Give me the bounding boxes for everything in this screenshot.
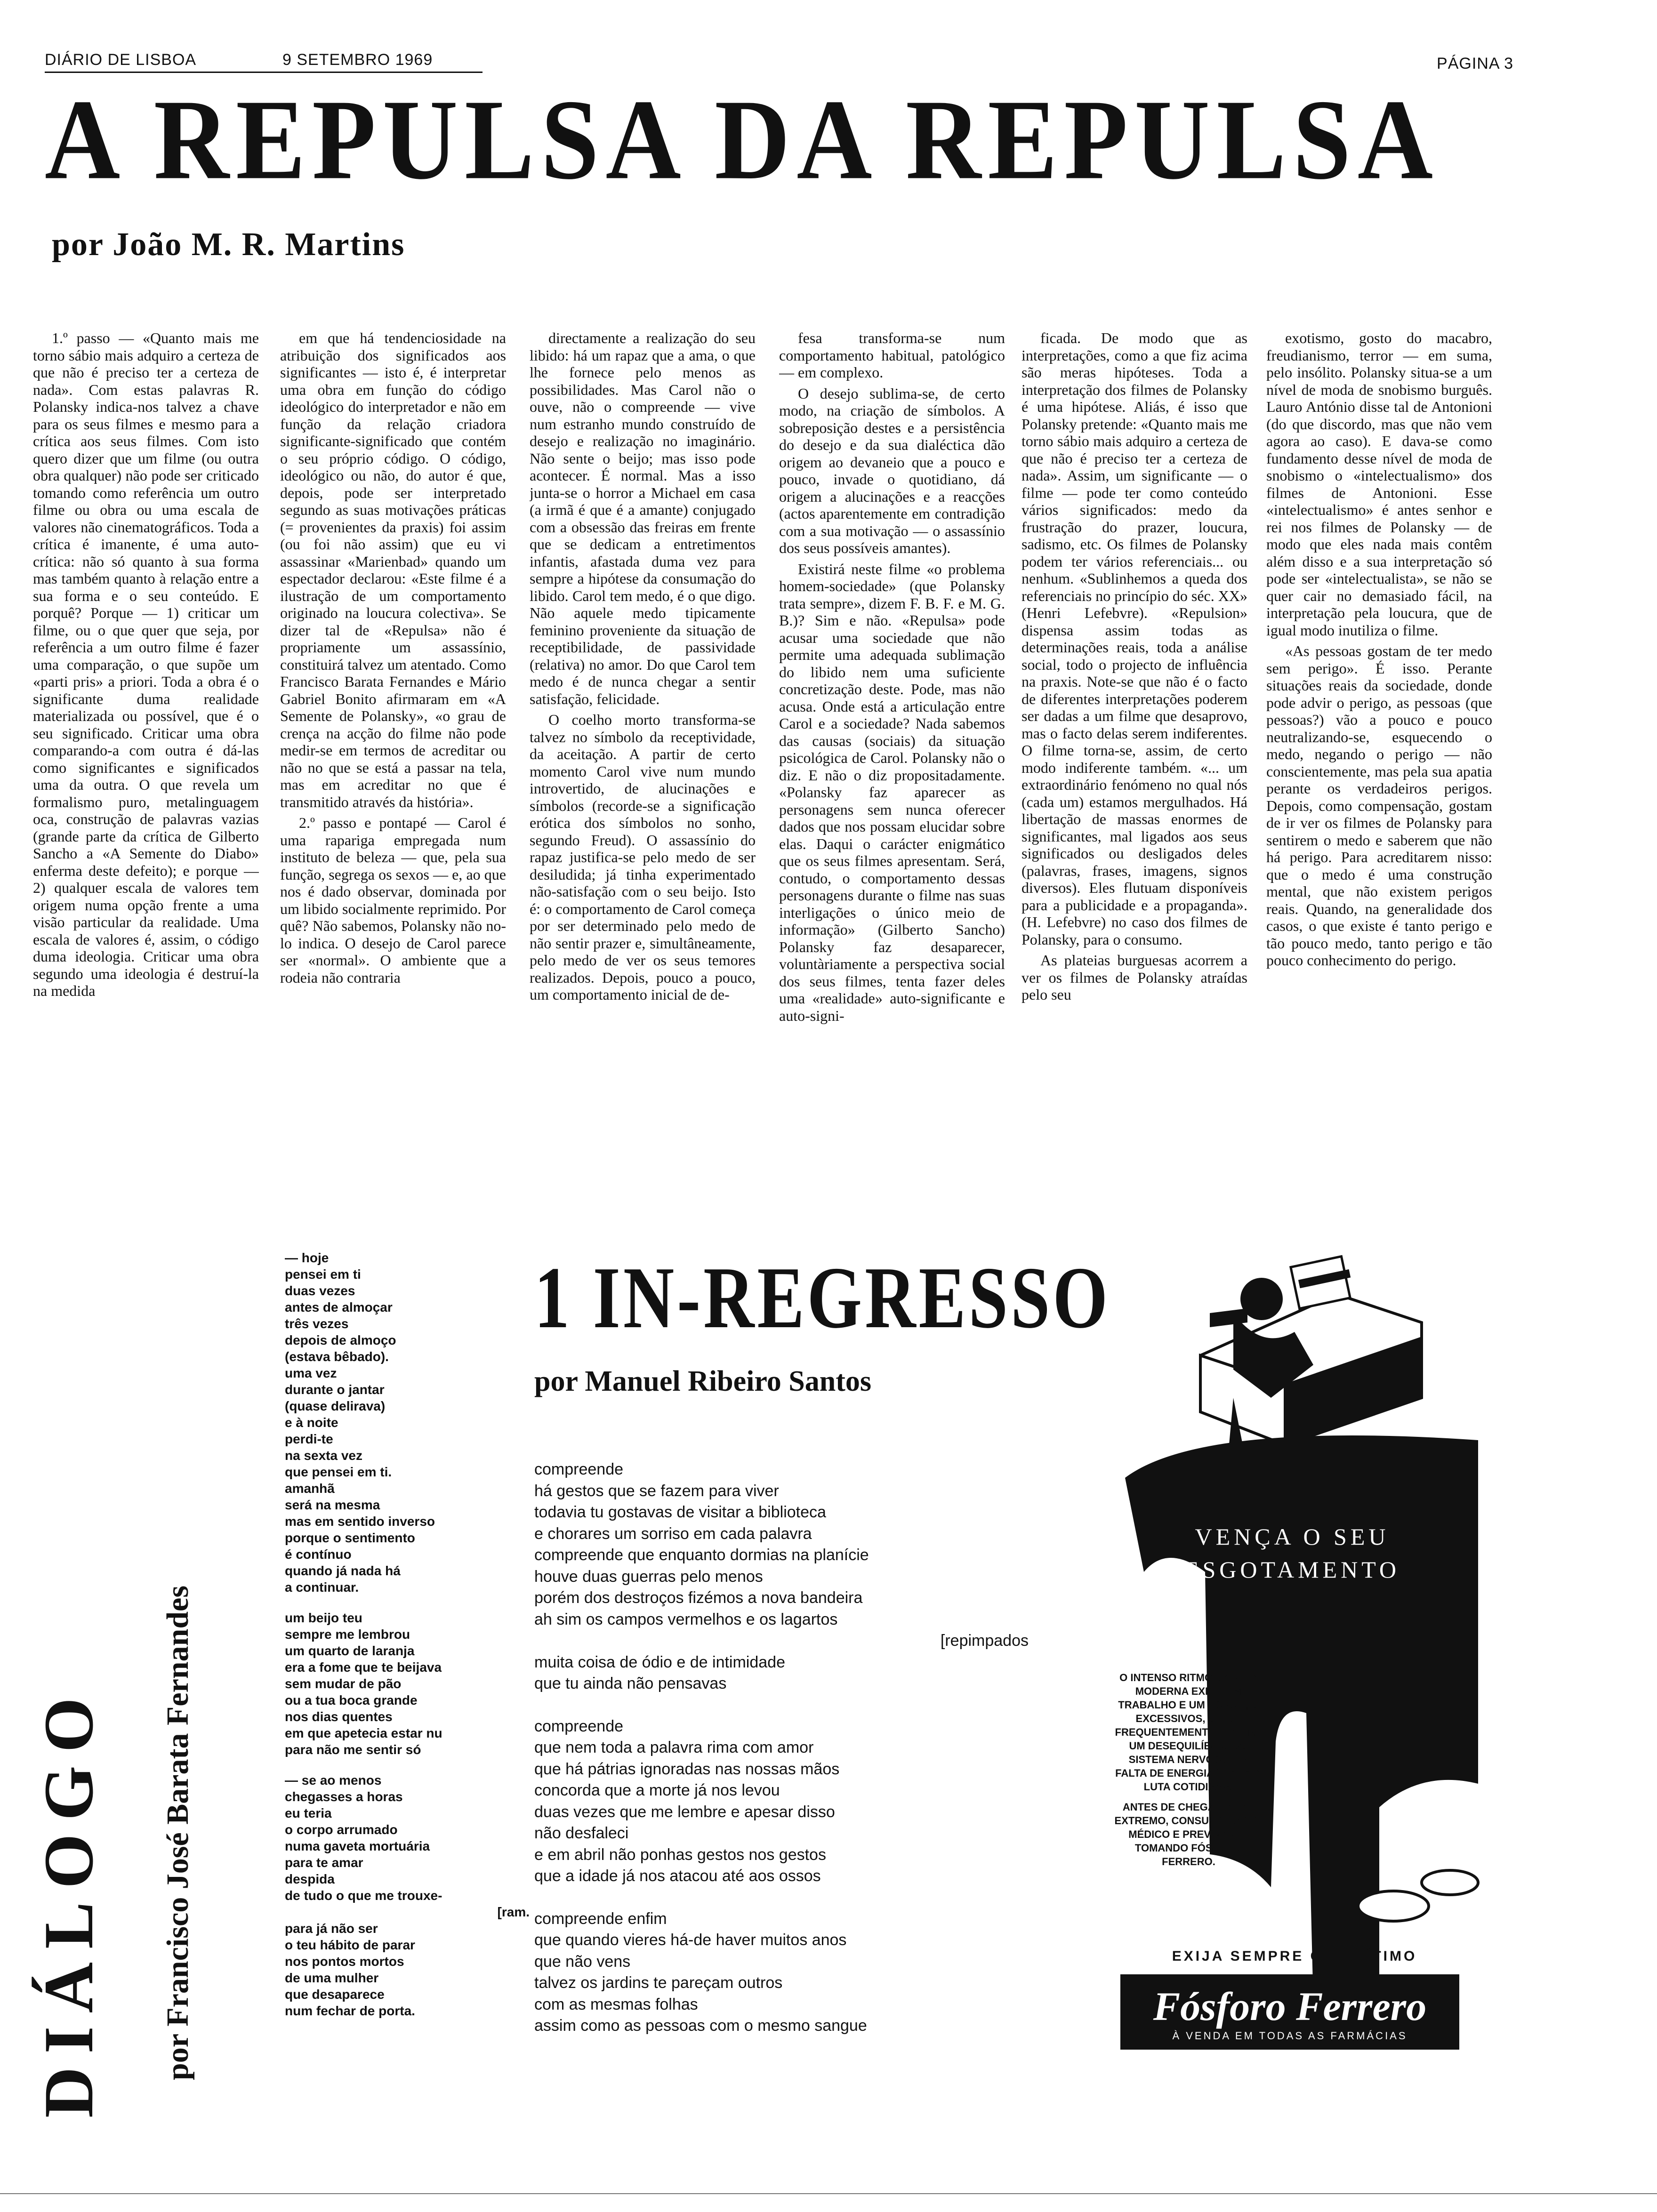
poem-line: para te amar	[285, 1855, 363, 1870]
poem-line: será na mesma	[285, 1498, 380, 1512]
poem-line: na sexta vez	[285, 1448, 362, 1463]
poem-line: sem mudar de pão	[285, 1676, 402, 1691]
poem-line: a continuar.	[285, 1580, 359, 1595]
inregresso-byline: por Manuel Ribeiro Santos	[534, 1365, 871, 1397]
article-column-4	[779, 329, 1005, 1247]
poem-line: em que apetecia estar nu	[285, 1726, 442, 1740]
poem-line: é contínuo	[285, 1547, 352, 1562]
poem-line: um quarto de laranja	[285, 1643, 415, 1658]
brand-subline: À VENDA EM TODAS AS FARMÁCIAS	[1172, 2030, 1408, 2042]
poem-stanza	[285, 1772, 530, 2019]
poem-stanza	[534, 1908, 1029, 2037]
poem-line: concorda que a morte já nos levou	[534, 1781, 780, 1799]
poem-line: compreende	[534, 1460, 624, 1478]
poem-line: porém dos destroços fizémos a nova bandeira	[534, 1589, 863, 1607]
poem-line: uma vez	[285, 1366, 337, 1380]
paragraph: Existirá neste filme «o problema homem-sociedade» (que Polansky trata sempre», dizem F. B. F. e M. G. B.)? Sim e não. «Repulsa» pode acusar uma sociedade que não permite uma adequada sublimação do libido nem uma suficiente concretização deste. Pode, mas não acusa. Onde está a articulação entre Carol e a sociedade? Nada sabemos das causas (sociais) da situação psicológica de Carol. Polansky não o diz. E não o diz propositadamente. «Polansky faz aparecer as personagens sem nunca oferecer dados que nos possam elucidar sobre elas. Daqui o carácter enigmático que os seus filmes apresentam. Será, contudo, o comportamento dessas personagens durante o filme nas suas interligações o único meio de informação» (Gilberto Sancho) Polansky faz desaparecer, voluntàriamente a perspectiva social dos seus filmes, tenta fazer deles uma «realidade» auto-significante e auto-signi-	[779, 560, 1005, 1024]
newspaper-name: DIÁRIO DE LISBOA	[45, 51, 197, 69]
poem-line: mas em sentido inverso	[285, 1514, 435, 1529]
poem-line: o teu hábito de parar	[285, 1938, 415, 1952]
poem-line: sempre me lembrou	[285, 1627, 410, 1642]
poem-line: que a idade já nos atacou até aos ossos	[534, 1867, 821, 1885]
paragraph: O desejo sublima-se, de certo modo, na criação de símbolos. A sobreposição destes e a persistência do desejo e da sua dialéctica dão origem ao devaneio que a pouco e pouco, invade o quotidiano, dá origem a alucinações e a reacções (actos aparentemente em contradição com a sua motivação — o assassínio dos seus possíveis amantes).	[779, 385, 1005, 556]
poem-line: nos dias quentes	[285, 1709, 393, 1724]
paragraph: em que há tendenciosidade na atribuição dos significados aos significantes — isto é, é interpretar uma obra em função do código ideológico do interpretador e não em função da relação criadora significante-significado que contém o seu próprio código. O código, ideológico ou não, do autor é que, depois, pode ser interpretado segundo as suas motivações práticas (= provenientes da praxis) foi assim (ou foi não assim) que eu vi assassinar «Marienbad» quando um espectador declarou: «Este filme é a ilustração de um comportamento originado na loucura colectiva». Se dizer tal de «Repulsa» não é propriamente um assassínio, constituirá talvez um atentado. Como Francisco Barata Fernandes e Mário Gabriel Bonito afirmaram em «A Semente de Polansky», «o grau de crença na acção do filme não pode medir-se em termos de acreditar ou não no que se está a passar na tela, mas em acreditar no que é transmitido através da história».	[280, 329, 506, 810]
poem-line: assim como as pessoas com o mesmo sangue	[534, 2017, 867, 2035]
dialogo-poem	[285, 1250, 530, 2033]
fosforo-ferrero-ad	[1092, 1242, 1516, 2160]
poem-line: o corpo arrumado	[285, 1822, 398, 1837]
article-byline: por João M. R. Martins	[52, 226, 405, 263]
poem-line: duas vezes	[285, 1283, 355, 1298]
poem-line: ah sim os campos vermelhos e os lagartos	[534, 1610, 838, 1628]
poem-line: chegasses a horas	[285, 1789, 403, 1804]
poem-line: de tudo o que me trouxe-	[285, 1888, 442, 1903]
poem-line: que pensei em ti.	[285, 1465, 392, 1479]
paragraph: directamente a realização do seu libido: há um rapaz que a ama, o que lhe fornece pelo menos as possibilidades. Mas Carol não o ouve, não o compreende — vive num estranho mundo construído de desejo e realização no imaginário. Não sente o beijo; mas isso pode acontecer. É normal. Mas a isso junta-se o horror a Michael em casa (a irmã é que é a amante) conjugado com a obsessão das freiras em frente que se dedicam a entretimentos infantis, afastada duma vez para sempre a hipótese da consumação do libido. Carol tem medo, é o que digo. Não aquele medo tipicamente feminino proveniente da situação de receptibilidade, de passividade (relativa) no amor. Do que Carol tem medo é de nunca chegar a sentir satisfação, felicidade.	[530, 329, 756, 707]
poem-line: — se ao menos	[285, 1773, 382, 1787]
poem-line: três vezes	[285, 1316, 349, 1331]
page-bottom-rule	[0, 2193, 1657, 2194]
poem-line: [repimpados	[940, 1632, 1029, 1650]
paragraph: 1.º passo — «Quanto mais me torno sábio mais adquiro a certeza de que não é preciso ter a certeza de nada». Com estas palavras R. Polansky indica-nos talvez a chave para os seus filmes e mesmo para a crítica aos seus filmes. Com isto quero dizer que um filme (ou outra obra qualquer) não pode ser criticado tomando como referência um outro filme ou obra ou uma escala de valores não cinematográficos. Toda a crítica é imanente, é uma auto-crítica: não só quanto à sua forma mas também quanto à relação entre a sua forma e o seu conteúdo. E porquê? Porque — 1) criticar um filme, ou o que quer que seja, por referência a um outro filme é fazer uma comparação, o que supõe um «parti pris» a priori. Toda a obra é o significante duma realidade materializada ou possível, que é o seu significado. Criticar uma obra comparando-a com outra é dá-las como significantes e significados uma da outra. O que revela um formalismo puro, metalinguagem oca, construção de palavras vazias (grande parte da crítica de Gilberto Sancho a «A Semente do Diabo» enferma deste defeito); e porque — 2) qualquer escala de valores tem origem numa opção frente a uma visão particular da realidade. Uma escala de valores é, assim, o código duma ideologia. Criticar uma obra segundo uma ideologia é destruí-la na medida	[33, 329, 259, 999]
paragraph: ficada. De modo que as interpretações, como a que fiz acima são meras hipóteses. Toda a interpretação dos filmes de Polansky é uma hipótese. Aliás, é isso que Polansky pretende: «Quanto mais me torno sábio mais adquiro a certeza de que não é preciso ter a certeza de nada». Assim, um significante — o filme — pode ter como conteúdo vários significados: medo da frustração do prazer, loucura, sadismo, etc. Os filmes de Polansky podem ter vários referenciais... ou nenhum. «Sublinhemos a queda dos referenciais no princípio do séc. XX» (Henri Lefebvre). «Repulsion» dispensa assim todas as determinações reais, toda a análise social, todo o projecto de influência na praxis. Note-se que não é o facto de diferentes interpretações poderem ser dadas a um filme que desaprovo, mas o facto delas serem indiferentes. O filme torna-se, assim, de certo modo indiferente também. «... um extraordinário fenómeno no qual nós (cada um) estamos mergulhados. Há libertação de massas enormes de significantes, mal ligados aos seus significados ou desligados deles (palavras, frases, imagens, signos diversos). Eles flutuam disponíveis para a publicidade e a propaganda». (H. Lefebvre) no caso dos filmes de Polansky, para o consumo.	[1022, 329, 1247, 948]
poem-line: com as mesmas folhas	[534, 1995, 698, 2013]
poem-line: que há pátrias ignoradas nas nossas mãos	[534, 1760, 840, 1778]
dialogo-title: DIÁLOGO	[30, 1684, 108, 2118]
ad-body-text	[1113, 1671, 1264, 1875]
poem-line: compreende enfim	[534, 1909, 667, 1928]
paragraph: fesa transforma-se num comportamento habitual, patológico — em complexo.	[779, 329, 1005, 381]
poem-line: pensei em ti	[285, 1267, 361, 1282]
ad-brand-box	[1120, 1974, 1459, 2050]
article-headline: A REPULSA DA REPULSA	[45, 76, 1440, 204]
poem-line: eu teria	[285, 1806, 332, 1820]
paragraph: exotismo, gosto do macabro, freudianismo, terror — em suma, pelo insólito. Polansky situa-se a um nível de moda de snobismo burguês. Lauro António disse tal de Antonioni (do que discordo, mas que não vem agora ao caso). E dava-se como fundamento desse nível de moda de snobismo o «intelectualismo» dos filmes de Antonioni. Esse «intelectualismo» é antes senhor e rei nos filmes de Polansky — de modo que eles nada mais contêm além disso e a sua interpretação só pode ser «intelectualista», se não se quer cair no demasiado fácil, na interpretação pela loucura, que de igual modo inutiliza o filme.	[1266, 329, 1492, 639]
poem-line: numa gaveta mortuária	[285, 1839, 430, 1853]
poem-line: todavia tu gostavas de visitar a biblioteca	[534, 1503, 826, 1521]
poem-line: (quase delirava)	[285, 1399, 386, 1413]
poem-line: que tu ainda não pensavas	[534, 1675, 727, 1692]
poem-line: que não vens	[534, 1952, 631, 1971]
poem-line: quando já nada há	[285, 1563, 401, 1578]
paragraph: As plateias burguesas acorrem a ver os filmes de Polansky atraídas pelo seu	[1022, 952, 1247, 1003]
article-column-1	[33, 329, 259, 1247]
poem-line: um beijo teu	[285, 1611, 362, 1625]
poem-line: [ram.	[497, 1905, 530, 1919]
paragraph: «As pessoas gostam de ter medo sem perigo». É isso. Perante situações reais da sociedade, donde pode advir o perigo, as pessoas (que pessoas?) vão a pouco e pouco neutralizando-se, esquecendo o medo, negando o perigo — não conscientemente, mas pela sua apatia perante os verdadeiros perigos. Depois, como compensação, gostam de ir ver os filmes de Polansky para sentirem o medo e saberem que não há perigo. Para acreditarem nisso: que o medo é uma construção mental, que não existem perigos reais. Quando, na generalidade dos casos, o que existe é tanto perigo e tão pouco medo, tanto perigo e tão pouco conhecimento do perigo.	[1266, 642, 1492, 969]
article-column-5	[1022, 329, 1247, 1247]
poem-line: porque o sentimento	[285, 1531, 415, 1545]
poem-line: muita coisa de ódio e de intimidade	[534, 1653, 785, 1671]
issue-date: 9 SETEMBRO 1969	[282, 51, 433, 69]
masthead	[45, 51, 1513, 74]
poem-stanza	[285, 1610, 530, 1758]
poem-stanza	[534, 1459, 1029, 1695]
poem-line: que quando vieres há-de haver muitos anos	[534, 1931, 847, 1949]
poem-line: antes de almoçar	[285, 1300, 393, 1314]
poem-line: compreende que enquanto dormias na planície	[534, 1546, 869, 1564]
ad-body-paragraph: ANTES DE CHEGAR A TAL EXTREMO, CONSULTE O SEU MÉDICO E PREVINA-SE, TOMANDO FÓSFORO FERRERO.	[1114, 1801, 1263, 1867]
inregresso-poem	[534, 1459, 1029, 2058]
poem-line: — hoje	[285, 1250, 329, 1265]
ad-slogan-line: ESGOTAMENTO	[1184, 1556, 1400, 1583]
poem-line: duas vezes que me lembre e apesar disso	[534, 1803, 835, 1821]
ad-body-paragraph: O INTENSO RITMO DA VIDA MODERNA EXIGE UM TRABALHO E UM ESFORÇO EXCESSIVOS, O QUE FREQUENTEMENTE ORIGINA UM DESEQUILÍBRIO DO SISTEMA NERVOSO E A FALTA DE ENERGIAS PARA A LUTA COTIDIANA.	[1115, 1672, 1263, 1793]
poem-line: de uma mulher	[285, 1971, 379, 1985]
article-column-6	[1266, 329, 1492, 1247]
poem-line: durante o jantar	[285, 1382, 385, 1397]
poem-line: talvez os jardins te pareçam outros	[534, 1974, 783, 1992]
poem-line: amanhã	[285, 1481, 335, 1496]
poem-line: compreende	[534, 1717, 624, 1735]
masthead-rule	[45, 72, 483, 73]
poem-line: que desaparece	[285, 1987, 385, 2002]
poem-line: era a fome que te beijava	[285, 1660, 442, 1675]
dialogo-byline: por Francisco José Barata Fernandes	[161, 1585, 195, 2080]
paragraph: 2.º passo e pontapé — Carol é uma rapariga empregada num instituto de beleza — que, pela sua função, segrega os sexos — e, ao que nos é dado observar, dominada por um libido socialmente reprimido. Por quê? Não sabemos, Polansky não no-lo indica. O desejo de Carol parece ser «normal». O ambiente que a rodeia não contraria	[280, 814, 506, 986]
poem-line: e em abril não ponhas gestos nos gestos	[534, 1845, 826, 1864]
ad-slogan-line: VENÇA O SEU	[1195, 1523, 1390, 1550]
poem-line: e à noite	[285, 1415, 338, 1430]
poem-line: despida	[285, 1872, 335, 1886]
inregresso-title: 1 IN-REGRESSO	[534, 1249, 1111, 1347]
brand-logo: Fósforo Ferrero	[1153, 1984, 1427, 2029]
page-number: PÁGINA 3	[1437, 55, 1513, 72]
poem-stanza	[285, 1250, 530, 1595]
poem-line: para já não ser	[285, 1921, 378, 1936]
poem-line: depois de almoço	[285, 1333, 396, 1347]
ad-call-to-action: EXIJA SEMPRE O LEGÍTIMO	[1172, 1948, 1417, 1964]
poem-line: que nem toda a palavra rima com amor	[534, 1739, 814, 1756]
ad-slogan	[1165, 1520, 1419, 1586]
article-column-3	[530, 329, 756, 1247]
poem-line: nos pontos mortos	[285, 1954, 404, 1969]
poem-line: houve duas guerras pelo menos	[534, 1567, 763, 1586]
poem-line: não desfaleci	[534, 1824, 629, 1842]
poem-line: para não me sentir só	[285, 1742, 421, 1757]
paragraph: O coelho morto transforma-se talvez no símbolo da receptividade, da aceitação. A partir de certo momento Carol vive num mundo introvertido, de alucinações e símbolos (recorde-se a significação erótica dos símbolos no sonho, segundo Freud). O assassínio do rapaz justifica-se pelo medo de ser desiludida; já tinha experimentado não-satisfação com o seu beijo. Isto é: o comportamento de Carol começa por ser determinado pelo medo de não sentir prazer e, simultâneamente, pelo medo de ver os seus temores realizados. Depois, pouco a pouco, um comportamento inicial de de-	[530, 711, 756, 1003]
poem-stanza	[534, 1716, 1029, 1887]
poem-line: e chorares um sorriso em cada palavra	[534, 1524, 812, 1543]
article-column-2	[280, 329, 506, 1247]
poem-line: ou a tua boca grande	[285, 1693, 418, 1707]
poem-line: num fechar de porta.	[285, 2004, 415, 2018]
poem-line: perdi-te	[285, 1432, 333, 1446]
poem-line: (estava bêbado).	[285, 1349, 389, 1364]
poem-line: há gestos que se fazem para viver	[534, 1482, 779, 1500]
